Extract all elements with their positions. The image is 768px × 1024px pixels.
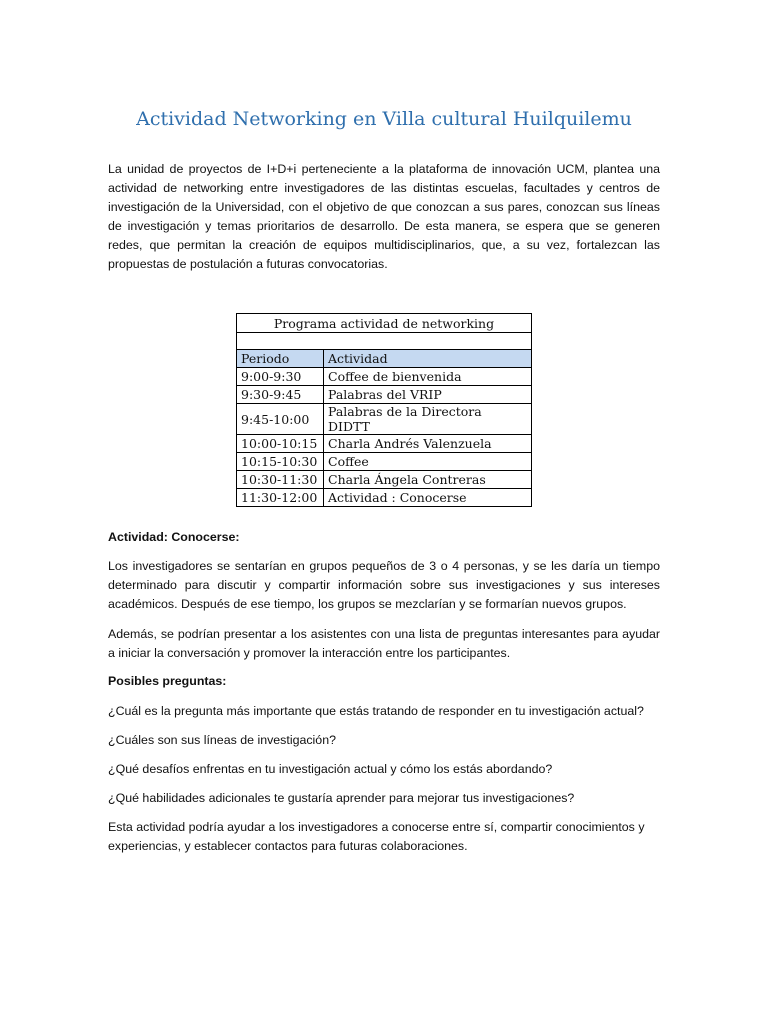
table-caption-row: [237, 314, 532, 333]
intro-paragraph: La unidad de proyectos de I+D+i perteneciente a la plataforma de innovación UCM, plantea una actividad de networking entre investigadores de las distintas escuelas, facultades y centros de investigación de la Universidad, con el objetivo de que conozcan a sus pares, conozcan sus líneas de investigación y temas prioritarios de desarrollo. De esta manera, se espera que se generen redes, que permitan la creación de equipos multidisciplinarios, que, a su vez, fortalezcan las propuestas de postulación a futuras convocatorias.: [108, 162, 660, 271]
table-row: [237, 404, 532, 435]
closing-paragraph: Esta actividad podría ayudar a los investigadores a conocerse entre sí, compartir conocimientos y experiencias, y establecer contactos para futuras colaboraciones.: [108, 820, 645, 853]
activity-cell: Palabras del VRIP: [324, 386, 532, 404]
period-cell: 9:00-9:30: [237, 368, 324, 386]
period-cell: 9:30-9:45: [237, 386, 324, 404]
document-title: Actividad Networking en Villa cultural Huilquilemu: [136, 108, 632, 130]
questions-heading: Posibles preguntas:: [108, 674, 227, 688]
activity-paragraph-1: Los investigadores se sentarían en grupos pequeños de 3 o 4 personas, y se les daría un tiempo determinado para discutir y compartir información sobre sus investigaciones y sus intereses académicos. Después de ese tiempo, los grupos se mezclarían y se formarían nuevos grupos.: [108, 559, 660, 611]
table-caption: Programa actividad de networking: [237, 314, 532, 333]
table-blank-cell: [237, 333, 532, 350]
table-row: [237, 453, 532, 471]
table-row: [237, 386, 532, 404]
column-header-periodo: Periodo: [237, 350, 324, 368]
table-row: [237, 471, 532, 489]
activity-cell: Charla Andrés Valenzuela: [324, 435, 532, 453]
table-blank-row: [237, 333, 532, 350]
period-cell: 11:30-12:00: [237, 489, 324, 507]
activity-heading: Actividad: Conocerse:: [108, 530, 240, 544]
program-table: [236, 313, 532, 507]
question-item: ¿Cuáles son sus líneas de investigación?: [108, 733, 336, 747]
question-item: ¿Cuál es la pregunta más importante que estás tratando de responder en tu investigación actual?: [108, 704, 644, 718]
activity-cell: Coffee: [324, 453, 532, 471]
table-row: [237, 489, 532, 507]
activity-cell: Charla Ángela Contreras: [324, 471, 532, 489]
period-cell: 10:00-10:15: [237, 435, 324, 453]
period-cell: 10:15-10:30: [237, 453, 324, 471]
table-row: [237, 368, 532, 386]
period-cell: 9:45-10:00: [237, 404, 324, 435]
question-item: ¿Qué habilidades adicionales te gustaría aprender para mejorar tus investigaciones?: [108, 791, 575, 805]
activity-paragraph-2: Además, se podrían presentar a los asistentes con una lista de preguntas interesantes para ayudar a iniciar la conversación y promover la interacción entre los participantes.: [108, 627, 660, 660]
period-cell: 10:30-11:30: [237, 471, 324, 489]
activity-cell: Actividad : Conocerse: [324, 489, 532, 507]
activity-cell: Coffee de bienvenida: [324, 368, 532, 386]
table-row: [237, 435, 532, 453]
activity-cell: Palabras de la Directora DIDTT: [324, 404, 532, 435]
column-header-actividad: Actividad: [324, 350, 532, 368]
question-item: ¿Qué desafíos enfrentas en tu investigación actual y cómo los estás abordando?: [108, 762, 553, 776]
table-header-row: [237, 350, 532, 368]
